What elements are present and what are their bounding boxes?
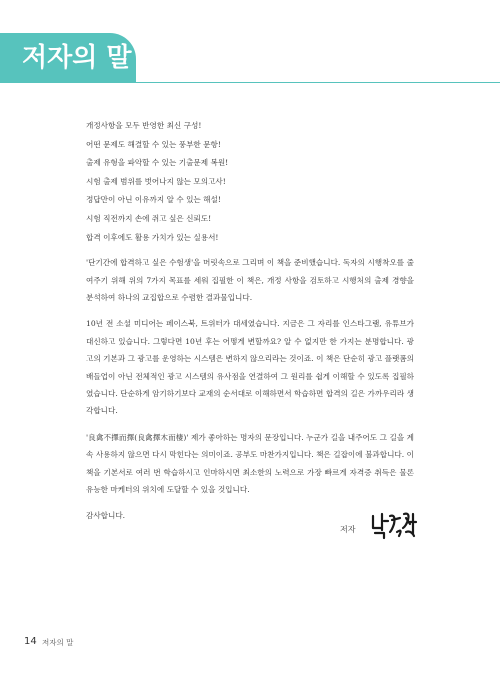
title-banner (0, 33, 136, 83)
page-title: 저자의 말 (22, 43, 132, 73)
feature-item: 시험 출제 범위를 벗어나지 않는 모의고사! (86, 176, 226, 186)
author-label: 저자 (340, 525, 356, 534)
feature-list (86, 117, 414, 247)
closing-text: 감사합니다. (86, 511, 126, 521)
running-footer: 저자의 말 (42, 638, 74, 647)
paragraph: 10년 전 소셜 미디어는 페이스북, 트위터가 대세였습니다. 지금은 그 자리를 인스타그램, 유튜브가 대신하고 있습니다. 그렇다면 10년 후는 어떻게 변할까요? 알 수 없지만 한 가지는 분명합니다. 광고의 기본과 그 광고를 운영하는 시스템은 변하지 않으리라는 것이죠. 이 책은 단순히 광고 플랫폼의 배들업이 아닌 전체적인 광고 시스템의 유사점을 연결하여 그 원리를 쉽게 이해할 수 있도록 집필하였습니다. 단순하게 암기하기보다 교재의 순서대로 이해하면서 학습하면 합격의 길은 가까우리라 생각합니다. (86, 319, 414, 416)
preface-body (86, 117, 414, 525)
author-signature (370, 508, 418, 540)
feature-item: 어떤 문제도 해결할 수 있는 풍부한 문항! (86, 139, 221, 149)
paragraph: '단기간에 합격하고 싶은 수험생'을 머릿속으로 그리며 이 책을 준비했습니다. 독자의 시행착오를 줄여주기 위해 위의 7가지 목표를 세워 집필한 이 책은, 개정 사항을 검토하고 시행처의 출제 경향을 분석하여 하나의 교집합으로 수렴한 결과물입니다. (86, 258, 414, 302)
feature-item: 출제 유형을 파악할 수 있는 기출문제 복원! (86, 158, 229, 168)
page-number: 14 (24, 636, 37, 647)
feature-item: 개정사항을 모두 반영한 최신 구성! (86, 121, 202, 130)
paragraph: '良禽不擇而擇(良禽擇木而棲)' 제가 좋아하는 명자의 문장입니다. 누군가 길을 내주어도 그 길을 계속 사용하지 않으면 다시 막힌다는 의미이죠. 공부도 마찬가지입니다. 책은 길잡이에 불과합니다. 이 책을 기본서로 여러 번 학습하시고 인마하시면 최소한의 노력으로 가장 빠르게 자격증 취득은 물론 유능한 마케터의 위치에 도달할 수 있을 것입니다. (86, 432, 414, 495)
feature-item: 시험 직전까지 손에 쥐고 싶은 신뢰도! (86, 213, 212, 223)
feature-item: 정답만이 아닌 이유까지 알 수 있는 해설! (86, 195, 221, 205)
title-divider (136, 82, 500, 83)
feature-item: 합격 이후에도 활용 가치가 있는 실용서! (86, 232, 219, 242)
